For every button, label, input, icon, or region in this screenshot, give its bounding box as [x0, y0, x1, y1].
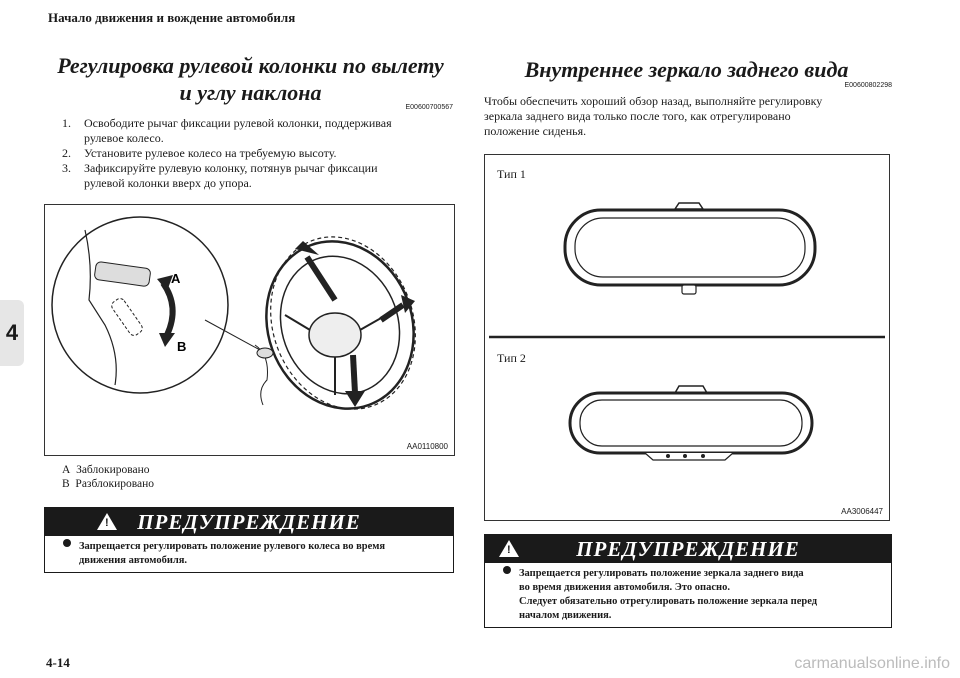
- mirror-warning-box: [484, 534, 892, 628]
- legend-item-b: [62, 477, 154, 491]
- legend-item-a: [62, 463, 154, 477]
- steering-column-illustration: [45, 205, 454, 455]
- steering-title-line1: Регулировка рулевой колонки по вылету: [57, 53, 444, 78]
- figure-label-a: A: [171, 271, 181, 286]
- section-header: Начало движения и вождение автомобиля: [48, 10, 296, 25]
- step-3-line1: Зафиксируйте рулевую колонку, потянув рычаг фиксации: [84, 161, 378, 175]
- step-1-line1: Освободите рычаг фиксации рулевой колонки, поддерживая: [84, 116, 392, 130]
- warning-line2: движения автомобиля.: [79, 555, 188, 566]
- mirror-paragraph-line3: положение сиденья.: [484, 124, 587, 138]
- mirror-warning-line3: Следует обязательно отрегулировать положение зеркала перед: [519, 596, 818, 607]
- warning-line1: Запрещается регулировать положение рулевого колеса во время: [79, 541, 386, 552]
- mirror-warning-text: [485, 563, 891, 623]
- step-2-line1: Установите рулевое колесо на требуемую высоту.: [84, 146, 337, 160]
- chapter-tab: 4: [0, 300, 24, 366]
- mirror-warning-header: [485, 535, 891, 563]
- mirror-type2-label: Тип 2: [497, 351, 526, 365]
- mirror-figure-code: AA3006447: [841, 507, 883, 516]
- watermark: carmanualsonline.info: [794, 655, 950, 672]
- legend-key-b: B: [62, 478, 70, 490]
- step-1-line2: рулевое колесо.: [84, 131, 164, 145]
- legend-text-b: Разблокировано: [75, 478, 155, 490]
- mirror-bullet-icon: [503, 566, 511, 574]
- steering-section-code: E00600700567: [405, 104, 453, 111]
- legend-key-a: A: [62, 464, 71, 476]
- warning-triangle-icon: !: [97, 513, 117, 530]
- mirror-paragraph-line1: Чтобы обеспечить хороший обзор назад, выполняйте регулировку: [484, 94, 823, 108]
- mirror-warning-line4: началом движения.: [519, 610, 612, 621]
- mirror-figure: [484, 154, 890, 521]
- steering-title-line2: и углу наклона: [179, 80, 322, 105]
- mirror-warning-line2: во время движения автомобиля. Это опасно.: [519, 582, 730, 593]
- figure-legend: [62, 463, 154, 491]
- mirror-type1-label: Тип 1: [497, 167, 526, 181]
- steering-section-title: [48, 52, 453, 106]
- mirror-illustration: [485, 155, 889, 520]
- step-1-number: 1.: [62, 116, 71, 130]
- step-3-number: 3.: [62, 161, 71, 175]
- step-3: [62, 161, 462, 191]
- mirror-paragraph: [484, 94, 892, 139]
- steering-figure: [44, 204, 455, 456]
- mirror-paragraph-line2: зеркала заднего вида только после того, как отрегулировано: [484, 109, 791, 123]
- legend-text-a: Заблокировано: [76, 464, 150, 476]
- mirror-warning-triangle-icon: !: [499, 540, 519, 557]
- warning-header: [45, 508, 453, 536]
- mirror-section-title: Внутреннее зеркало заднего вида: [524, 57, 849, 82]
- page-number: 4-14: [46, 655, 70, 670]
- figure-label-b: B: [177, 339, 187, 354]
- step-2-number: 2.: [62, 146, 71, 160]
- mirror-warning-title: ПРЕДУПРЕЖДЕНИЕ: [576, 537, 800, 561]
- step-2: [62, 146, 462, 161]
- step-3-line2: рулевой колонки вверх до упора.: [84, 176, 252, 190]
- bullet-icon: [63, 539, 71, 547]
- mirror-warning-line1: Запрещается регулировать положение зеркала заднего вида: [519, 568, 804, 579]
- warning-text: [45, 536, 453, 568]
- steering-steps-list: [62, 116, 462, 191]
- warning-title: ПРЕДУПРЕЖДЕНИЕ: [137, 510, 361, 534]
- step-1: [62, 116, 462, 146]
- steering-figure-code: AA0110800: [406, 442, 448, 451]
- mirror-section-code: E00600802298: [844, 82, 892, 89]
- steering-warning-box: [44, 507, 454, 573]
